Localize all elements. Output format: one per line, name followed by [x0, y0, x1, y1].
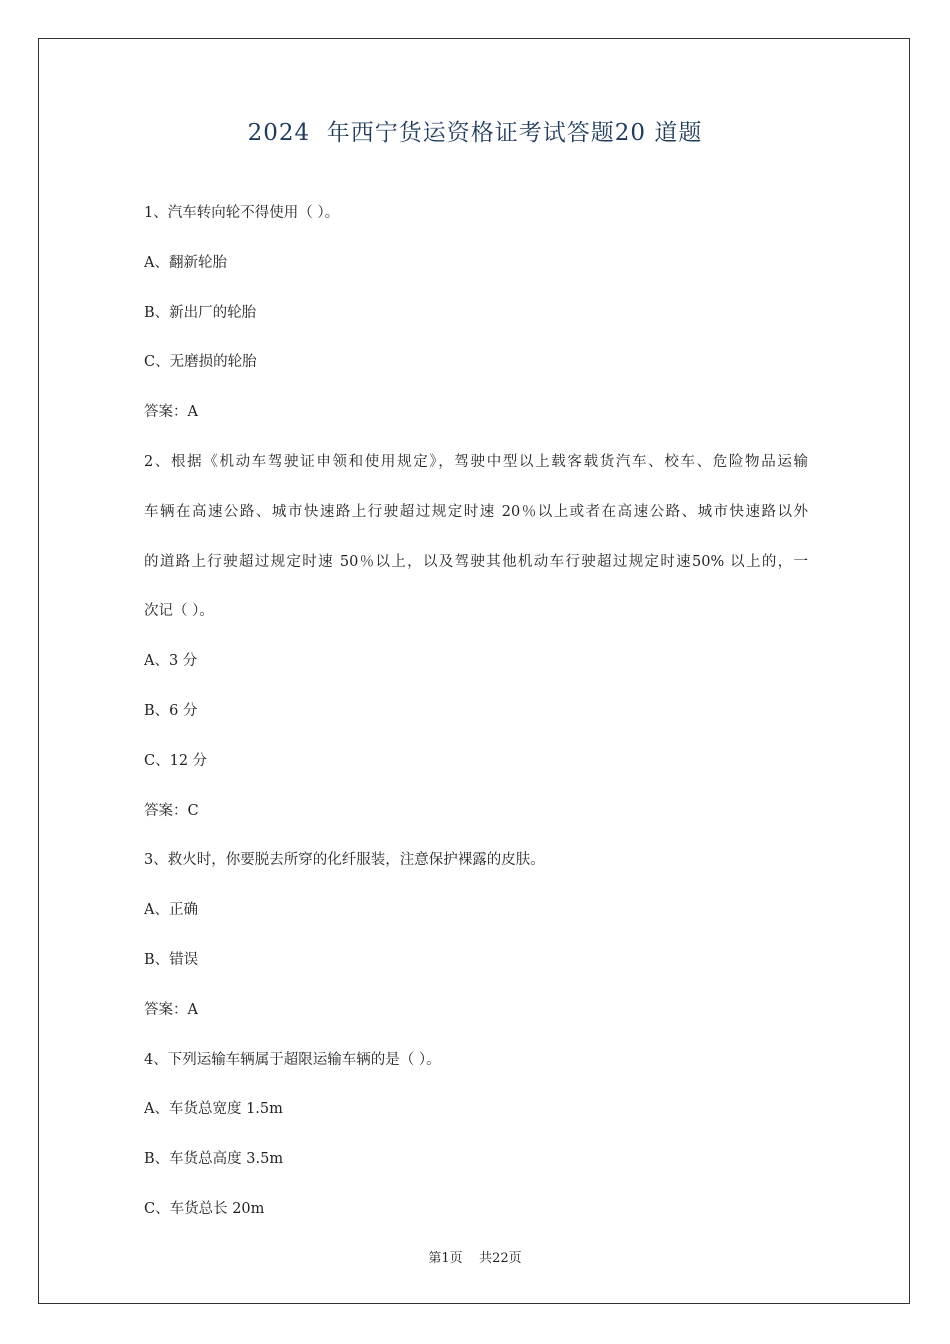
question-2-option-a: A、3 分: [144, 653, 198, 670]
question-4-option-a: A、车货总宽度 1.5m: [144, 1101, 283, 1118]
question-2-option-c: C、12 分: [144, 752, 208, 769]
question-4-option-c: C、车货总长 20m: [144, 1200, 265, 1217]
question-1-answer: 答案：A: [144, 404, 198, 421]
question-3-option-b: B、错误: [144, 951, 199, 968]
question-1-option-a: A、翻新轮胎: [144, 254, 227, 271]
question-2-answer: 答案：C: [144, 802, 199, 819]
question-3-option-a: A、正确: [144, 902, 198, 919]
question-3-answer: 答案：A: [144, 1001, 198, 1018]
question-2-text-line-2: 车辆在高速公路、城市快速路上行驶超过规定时速 20％以上或者在高速公路、城市快速路以外: [144, 503, 808, 520]
question-3-text: 3、救火时，你要脱去所穿的化纤服装，注意保护裸露的皮肤。: [144, 852, 545, 869]
question-2-option-b: B、6 分: [144, 702, 198, 719]
page-footer: 第1页 共22页: [428, 1251, 522, 1266]
question-2-text-line-3: 的道路上行驶超过规定时速 50％以上，以及驾驶其他机动车行驶超过规定时速50% 以上的，一: [144, 553, 808, 570]
question-1-option-b: B、新出厂的轮胎: [144, 304, 257, 321]
question-1-text: 1、汽车转向轮不得使用（ ）。: [144, 205, 340, 221]
question-2-text-line-1: 2、根据《机动车驾驶证申领和使用规定》，驾驶中型以上载客载货汽车、校车、危险物品运输: [144, 453, 808, 470]
document-body: [144, 200, 808, 1246]
question-1-option-c: C、无磨损的轮胎: [144, 354, 257, 371]
question-2-text-line-4: 次记（ ）。: [144, 603, 214, 620]
document-title: 2024 年西宁货运资格证考试答题20 道题: [247, 120, 703, 146]
question-4-option-b: B、车货总高度 3.5m: [144, 1151, 284, 1168]
question-4-text: 4、下列运输车辆属于超限运输车辆的是（ ）。: [144, 1051, 441, 1068]
